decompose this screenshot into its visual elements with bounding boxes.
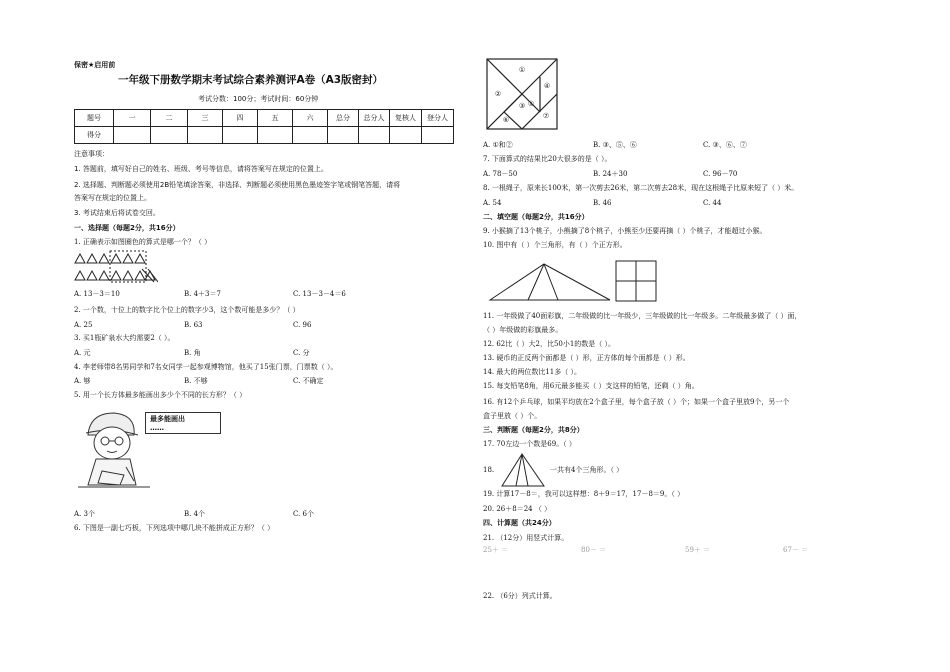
- score-table: [74, 109, 454, 144]
- option[interactable]: C. 分: [293, 349, 310, 357]
- calc-item: 67－ ＝: [783, 546, 809, 554]
- option[interactable]: B. 63: [184, 321, 203, 329]
- speech-bubble-text: 最多能画出: [150, 415, 185, 423]
- option[interactable]: A. ①和②: [483, 141, 513, 149]
- note-line: 答案写在规定的位置上。: [74, 194, 151, 202]
- table-header: 六: [293, 110, 328, 127]
- question-3: 3. 买1瓶矿泉水大约需要2（ ）。: [74, 334, 175, 342]
- option[interactable]: A. 78－50: [483, 170, 518, 178]
- question-14: 14. 最大的两位数比11多（ ）。: [483, 368, 581, 376]
- page-title: 一年级下册数学期末考试综合素养测评A卷（A3版密封）: [118, 74, 384, 86]
- notes-title: 注意事项：: [74, 150, 109, 158]
- q10-triangle-figure: [488, 262, 612, 302]
- q18-triangle-figure: [500, 452, 546, 488]
- table-header: 三: [188, 110, 223, 127]
- option[interactable]: B. 角: [184, 349, 201, 357]
- table-header: 题号: [75, 110, 114, 127]
- q10-square-figure: [615, 260, 657, 302]
- calc-item: 25＋ ＝: [483, 546, 509, 554]
- question-11-cont: （ ）年级做的彩旗最多。: [483, 326, 563, 334]
- tangram-label: ①: [518, 66, 526, 74]
- tangram-label: ⑤: [527, 100, 535, 108]
- section-heading: 二、填空题（每题2分，共16分）: [483, 213, 589, 221]
- question-17: 17. 70左边一个数是69。（ ）: [483, 440, 576, 448]
- question-1: 1. 正确表示如图圈色的算式是哪一个？（ ）: [74, 238, 212, 246]
- table-header: 登分人: [422, 110, 454, 127]
- section-heading: 一、选择题（每题2分，共16分）: [74, 224, 180, 232]
- option[interactable]: A. 够: [74, 377, 91, 385]
- question-19: 19. 计算17－8＝，我可以这样想：8＋9＝17，17－8＝9。（ ）: [483, 490, 685, 498]
- option[interactable]: A. 54: [483, 199, 502, 207]
- question-20: 20. 26＋8＝24 （ ）: [483, 505, 552, 513]
- confidential-label: 保密★启用前: [74, 61, 116, 69]
- table-header: 一: [114, 110, 151, 127]
- table-header: 四: [223, 110, 258, 127]
- score-table-header-row: [75, 110, 454, 127]
- score-cell[interactable]: [293, 127, 328, 144]
- speech-bubble-ellipsis: ……: [150, 424, 164, 432]
- option[interactable]: C. 6个: [293, 510, 315, 518]
- question-7: 7. 下面算式的结果比20大很多的是（ ）。: [483, 155, 612, 163]
- option[interactable]: C. 不确定: [293, 377, 324, 385]
- question-18: 一共有4个三角形。（ ）: [550, 466, 624, 474]
- note-line: 1. 答题前，填写好自己的姓名、班级、考号等信息，请将答案写在规定的位置上。: [74, 165, 328, 173]
- section-heading: 三、判断题（每题2分，共8分）: [483, 426, 584, 434]
- section-heading: 四、计算题（共24分）: [483, 519, 556, 527]
- tangram-label: ②: [494, 90, 502, 98]
- question-2: 2. 一个数，十位上的数字比个位上的数字少3，这个数可能是多少？（ ）: [74, 306, 300, 314]
- question-15: 15. 每支铅笔8角，用6元最多能买（ ）支这样的铅笔，还剩（ ）角。: [483, 382, 699, 390]
- question-18-number: 18.: [483, 466, 495, 474]
- score-cell[interactable]: [114, 127, 151, 144]
- table-header: 总分: [328, 110, 359, 127]
- option[interactable]: C. 96: [293, 321, 312, 329]
- table-header: 复核人: [390, 110, 422, 127]
- option[interactable]: B. 4个: [184, 510, 206, 518]
- tangram-label: ④: [543, 82, 551, 90]
- tangram-label: ⑦: [542, 112, 550, 120]
- option[interactable]: A. 13－3＝10: [74, 290, 120, 298]
- table-header: 二: [151, 110, 188, 127]
- option[interactable]: A. 3个: [74, 510, 95, 518]
- option[interactable]: B. 不够: [184, 377, 208, 385]
- question-21: 21. （12分）用竖式计算。: [483, 534, 569, 542]
- option[interactable]: B. ③、⑤、⑥: [593, 141, 637, 149]
- option[interactable]: B. 24＋30: [593, 170, 628, 178]
- question-8: 8. 一根绳子，原来长100米，第一次剪去26米，第二次剪去28米，现在这根绳子比原来短了（ ）米。: [483, 184, 799, 192]
- question-11: 11. 一年级做了40面彩旗，二年级做的比一年级少，三年级做的比一年级多。二年级最多做了（ ）面，: [483, 312, 802, 320]
- question-10: 10. 图中有（ ）个三角形，有（ ）个正方形。: [483, 241, 627, 249]
- score-cell[interactable]: [151, 127, 188, 144]
- option[interactable]: A. 25: [74, 321, 93, 329]
- question-12: 12. 62比（ ）大2，比50小1的数是（ ）。: [483, 340, 616, 348]
- option[interactable]: C. 13－3－4＝6: [293, 290, 346, 298]
- tangram-label: ③: [518, 102, 526, 110]
- exam-info: 考试分数：100分；考试时间：60分钟: [198, 95, 319, 103]
- score-cell[interactable]: [328, 127, 359, 144]
- question-16: 16. 有12个乒乓球，如果平均放在2个盒子里，每个盒子放（ ）个；如果一个盒子里放9个，另一个: [483, 398, 790, 406]
- table-header: 总分人: [359, 110, 390, 127]
- question-22: 22. （6分）列式计算。: [483, 592, 557, 600]
- option[interactable]: C. 96－70: [703, 170, 738, 178]
- question-6: 6. 下图是一副七巧板，下列选项中哪几块不能拼成正方形？（ ）: [74, 524, 275, 532]
- calc-item: 80－ ＝: [581, 546, 607, 554]
- score-cell[interactable]: [359, 127, 390, 144]
- note-line: 3. 考试结束后将试卷交回。: [74, 209, 160, 217]
- option[interactable]: C. ③、⑥、⑦: [703, 141, 747, 149]
- tangram-label: ⑥: [502, 116, 510, 124]
- score-cell[interactable]: [390, 127, 422, 144]
- triangles-figure: [74, 249, 158, 285]
- table-header: 五: [258, 110, 293, 127]
- option[interactable]: A. 元: [74, 349, 91, 357]
- speech-bubble: [145, 412, 221, 434]
- boy-illustration: [74, 405, 154, 497]
- question-9: 9. 小猴摘了13个桃子，小熊摘了8个桃子，小熊至少还要再摘（ ）个桃子，才能超过小猴。: [483, 227, 767, 235]
- table-row-label: 得分: [75, 127, 114, 144]
- score-cell[interactable]: [258, 127, 293, 144]
- score-table-score-row: [75, 127, 454, 144]
- tangram-figure: [486, 58, 558, 130]
- score-cell[interactable]: [223, 127, 258, 144]
- option[interactable]: C. 44: [703, 199, 722, 207]
- score-cell[interactable]: [422, 127, 454, 144]
- question-16-cont: 盒子里放（ ）个。: [483, 412, 542, 420]
- question-4: 4. 李老师带8名男同学和7名女同学一起参观博物馆，他买了15张门票，门票数（ ）。: [74, 363, 338, 371]
- score-cell[interactable]: [188, 127, 223, 144]
- question-5: 5. 用一个长方体最多能画出多少个不同的长方形？（ ）: [74, 391, 247, 399]
- question-13: 13. 硬币的正反两个面都是（ ）形，正方体的每个面都是（ ）形。: [483, 354, 690, 362]
- option[interactable]: B. 46: [593, 199, 612, 207]
- note-line: 2. 选择题、判断题必须使用2B铅笔填涂答案，非选择、判断题必须使用黑色墨迹签字笔或钢笔答题，请将: [74, 181, 401, 189]
- option[interactable]: B. 4＋3＝7: [184, 290, 221, 298]
- calc-item: 59＋ ＝: [685, 546, 711, 554]
